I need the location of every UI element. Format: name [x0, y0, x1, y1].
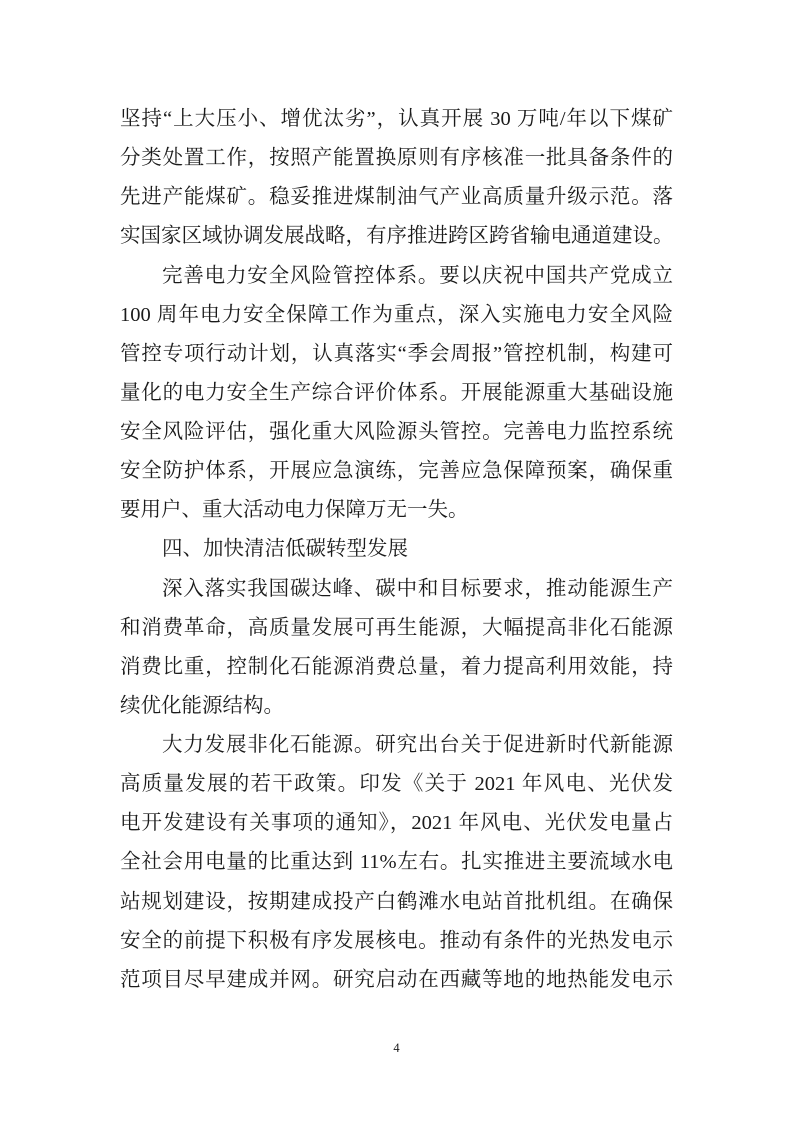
text-line: 先进产能煤矿。稳妥推进煤制油气产业高质量升级示范。落: [120, 186, 673, 209]
paragraph: [120, 257, 673, 531]
paragraph: [120, 726, 673, 1000]
text-line: 完善电力安全风险管控体系。要以庆祝中国共产党成立: [162, 264, 673, 287]
document-body: [120, 100, 673, 1000]
text-line: 安全防护体系，开展应急演练，完善应急保障预案，确保重: [120, 460, 673, 483]
text-line: 消费比重，控制化石能源消费总量，着力提高利用效能，持: [120, 655, 673, 678]
text-line: 安全风险评估，强化重大风险源头管控。完善电力监控系统: [120, 421, 673, 443]
text-line: 站规划建设，按期建成投产白鹤滩水电站首批机组。在确保: [120, 890, 673, 913]
text-line: 范项目尽早建成并网。研究启动在西藏等地的地热能发电示: [120, 968, 673, 991]
text-line: 电开发建设有关事项的通知》，2021 年风电、光伏发电量占: [120, 812, 673, 835]
page-number: 4: [393, 1041, 400, 1055]
section-heading-text: 四、加快清洁低碳转型发展: [162, 538, 408, 561]
text-line: 续优化能源结构。: [120, 694, 284, 717]
text-line: 安全的前提下积极有序发展核电。推动有条件的光热发电示: [120, 929, 673, 952]
section-heading: [120, 530, 673, 569]
text-line: 大力发展非化石能源。研究出台关于促进新时代新能源: [162, 734, 673, 756]
text-line: 和消费革命，高质量发展可再生能源，大幅提高非化石能源: [120, 616, 673, 639]
text-line: 实国家区域协调发展战略，有序推进跨区跨省输电通道建设。: [120, 225, 674, 248]
text-line: 分类处置工作，按照产能置换原则有序核准一批具备条件的: [120, 147, 673, 170]
text-line: 全社会用电量的比重达到 11%左右。扎实推进主要流域水电: [120, 851, 673, 874]
text-line: 要用户、重大活动电力保障万无一失。: [120, 499, 469, 522]
text-line: 坚持“上大压小、增优汰劣”，认真开展 30 万吨/年以下煤矿: [120, 108, 673, 130]
text-line: 量化的电力安全生产综合评价体系。开展能源重大基础设施: [120, 381, 673, 404]
paragraph: [120, 100, 673, 257]
text-line: 高质量发展的若干政策。印发《关于 2021 年风电、光伏发: [120, 773, 673, 796]
text-line: 100 周年电力安全保障工作为重点，深入实施电力安全风险: [120, 303, 673, 326]
paragraph: [120, 570, 673, 727]
text-line: 管控专项行动计划，认真落实“季会周报”管控机制，构建可: [120, 342, 673, 365]
text-line: 深入落实我国碳达峰、碳中和目标要求，推动能源生产: [162, 577, 673, 600]
